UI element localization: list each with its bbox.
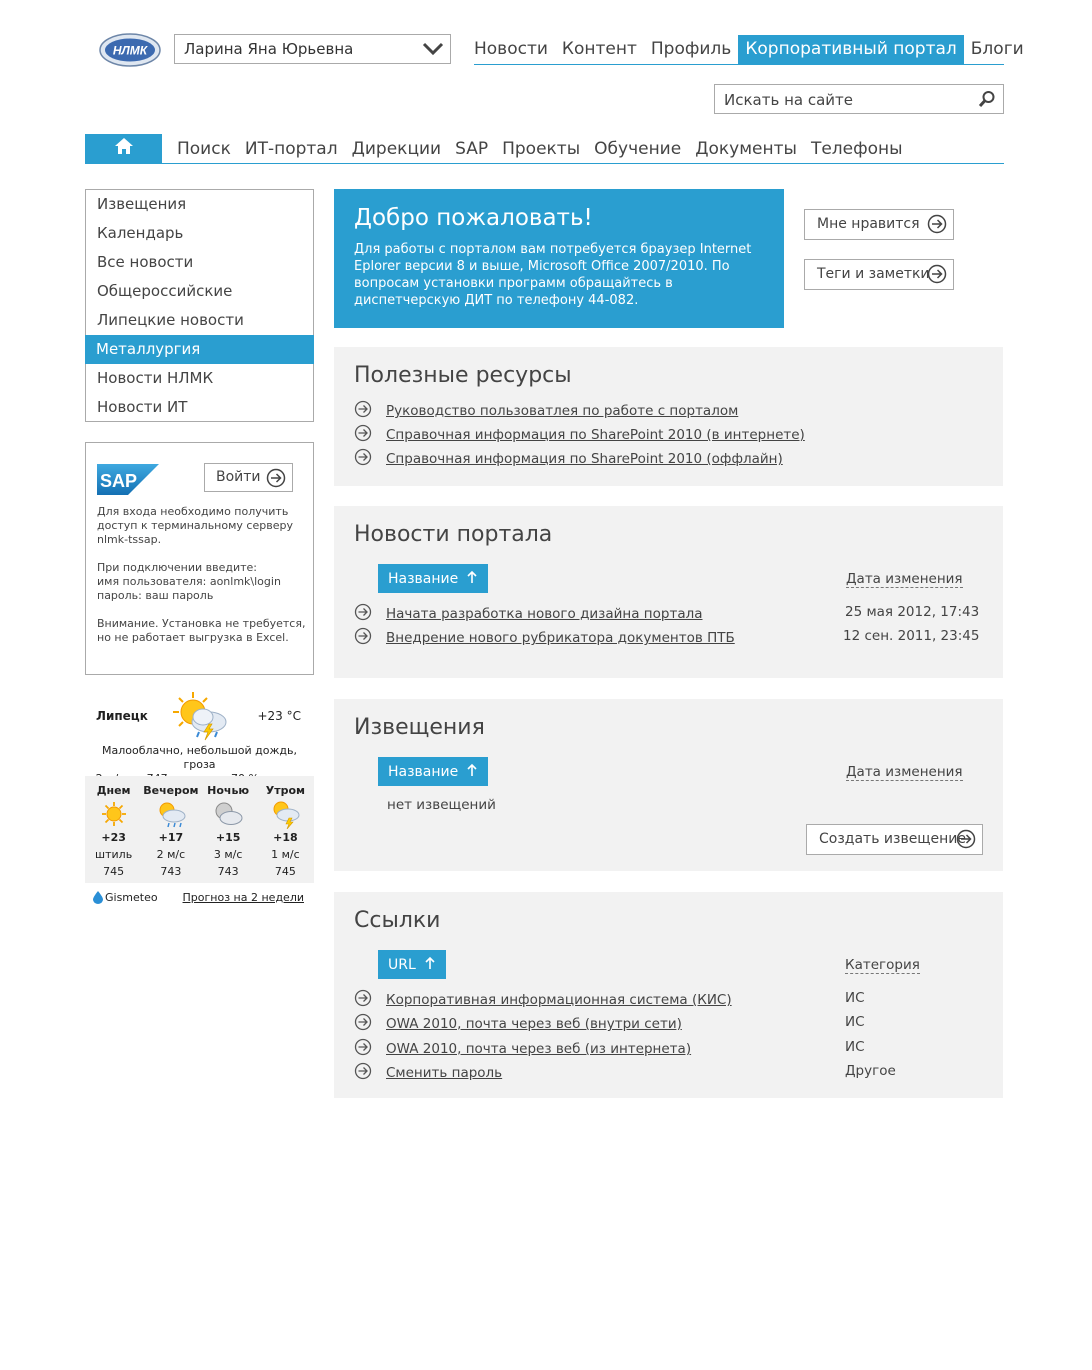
arrow-right-circle-icon (354, 1038, 372, 1060)
sort-by-name-button[interactable]: Название (378, 757, 488, 786)
forecast-link[interactable]: Прогноз на 2 недели (182, 891, 304, 904)
top-nav-content[interactable]: Контент (561, 39, 637, 59)
top-nav-corporate-portal[interactable]: Корпоративный портал (738, 35, 963, 64)
arrow-right-circle-icon (354, 424, 372, 446)
resource-link[interactable]: Справочная информация по SharePoint 2010 (в интернете) (386, 427, 805, 443)
sun-storm-icon (257, 799, 314, 829)
table-row (354, 1013, 682, 1035)
weather-period: Ночью +15 3 м/с 743 (200, 776, 257, 883)
top-nav-blogs[interactable]: Блоги (970, 39, 1024, 59)
notifications-panel (334, 699, 1003, 871)
arrow-right-circle-icon (354, 1062, 372, 1084)
link-category: ИС (845, 1039, 865, 1055)
moon-cloud-icon (200, 799, 257, 829)
search-input[interactable] (714, 84, 1004, 114)
chevron-down-icon (422, 40, 444, 62)
sort-by-url-button[interactable]: URL (378, 950, 446, 979)
home-button[interactable] (85, 134, 162, 163)
main-nav-directorates[interactable]: Дирекции (351, 139, 442, 159)
main-nav-training[interactable]: Обучение (594, 139, 682, 159)
like-button[interactable] (804, 209, 954, 240)
main-nav (85, 134, 1004, 164)
sidebar-item-calendar[interactable]: Календарь (97, 224, 184, 242)
sun-cloud-rain-icon (142, 799, 199, 829)
link-category: ИС (845, 1014, 865, 1030)
welcome-title: Добро пожаловать! (354, 205, 593, 231)
portal-news-panel (334, 506, 1003, 678)
main-nav-projects[interactable]: Проекты (502, 139, 581, 159)
sort-by-name-button[interactable]: Название (378, 564, 488, 593)
resource-link[interactable]: Руководство пользоватлея по работе с порталом (386, 403, 739, 419)
arrow-up-icon (424, 956, 436, 974)
notifications-title: Извещения (354, 715, 485, 740)
news-title: Новости портала (354, 522, 553, 547)
arrow-right-circle-icon (956, 829, 976, 853)
home-icon (114, 137, 134, 160)
arrow-right-circle-icon (354, 627, 372, 649)
weather-sun-storm-icon (171, 690, 231, 745)
create-notice-button[interactable]: Создать извещение (806, 824, 983, 855)
arrow-right-circle-icon (354, 989, 372, 1011)
sidebar-nav (85, 189, 314, 422)
top-nav-profile[interactable]: Профиль (650, 39, 732, 59)
search-icon[interactable] (978, 90, 996, 112)
sidebar-item-it-news[interactable]: Новости ИТ (97, 398, 188, 416)
arrow-right-circle-icon (927, 214, 947, 238)
sap-login-button[interactable] (204, 463, 293, 492)
news-date: 12 сен. 2011, 23:45 (843, 628, 980, 644)
sap-text-1: Для входа необходимо получить доступ к терминальному серверу nlmk-tssap. (97, 505, 293, 546)
weather-widget (85, 699, 314, 909)
tags-label: Теги и заметки (817, 266, 930, 282)
top-nav (474, 35, 1024, 65)
weather-period: Вечером +17 2 м/с 743 (143, 784, 199, 878)
arrow-up-icon (466, 763, 478, 781)
category-column-header[interactable]: Категория (845, 957, 920, 973)
table-row (354, 1062, 502, 1084)
arrow-up-icon (466, 570, 478, 588)
tags-notes-button[interactable] (804, 259, 954, 290)
weather-city: Липецк (96, 709, 148, 723)
sap-login-label: Войти (216, 469, 261, 485)
news-date: 25 мая 2012, 17:43 (845, 604, 980, 620)
empty-notifications-text: нет извещений (387, 797, 496, 813)
sap-text-3: Внимание. Установка не требуется, но не работает выгрузка в Excel. (97, 617, 306, 644)
link-category: Другое (845, 1063, 896, 1079)
resource-link[interactable]: Справочная информация по SharePoint 2010 (оффлайн) (386, 451, 783, 467)
sap-widget (85, 442, 314, 675)
welcome-banner (334, 189, 784, 328)
link-item[interactable]: Сменить пароль (386, 1065, 503, 1081)
like-label: Мне нравится (817, 216, 920, 232)
user-select[interactable] (174, 34, 451, 64)
arrow-right-circle-icon (354, 448, 372, 470)
arrow-right-circle-icon (266, 468, 286, 491)
sidebar-item-lipetsk-news[interactable]: Липецкие новости (97, 311, 244, 329)
weather-period: Днем +23 штиль 745 (85, 776, 142, 883)
weather-temp: +23 °C (257, 709, 301, 723)
arrow-right-circle-icon (354, 603, 372, 625)
search-placeholder: Искать на сайте (724, 91, 853, 109)
main-nav-sap[interactable]: SAP (455, 139, 489, 159)
user-name: Ларина Яна Юрьевна (184, 40, 354, 58)
news-link[interactable]: Начата разработка нового дизайна портала (386, 606, 703, 622)
links-panel (334, 892, 1003, 1098)
arrow-right-circle-icon (354, 400, 372, 422)
sun-icon (85, 799, 142, 829)
sidebar-item-notices[interactable]: Извещения (97, 195, 187, 213)
sap-logo-text: SAP (100, 471, 138, 491)
links-title: Ссылки (354, 908, 441, 933)
weather-period: Утром +18 1 м/с 745 (257, 776, 314, 883)
nlmk-logo[interactable] (99, 33, 161, 67)
sap-text-2: При подключении введите: имя пользователя: aonlmk\login пароль: ваш пароль (97, 561, 281, 602)
sidebar-item-national[interactable]: Общероссийские (97, 282, 233, 300)
sap-logo (97, 464, 159, 499)
link-item[interactable]: OWA 2010, почта через веб (внутри сети) (386, 1016, 682, 1032)
link-category: ИС (845, 990, 865, 1006)
list-item (354, 448, 783, 470)
date-column-header[interactable]: Дата изменения (846, 764, 963, 780)
weather-description: Малооблачно, небольшой дождь, гроза (102, 744, 297, 771)
date-column-header[interactable]: Дата изменения (846, 571, 963, 587)
gismeteo-brand[interactable]: Gismeteo (93, 891, 158, 904)
main-nav-search[interactable]: Поиск (177, 139, 231, 159)
list-item (354, 400, 738, 422)
sap-instructions (97, 505, 307, 659)
welcome-text: Для работы с порталом вам потребуется браузер Internet Eplorer версии 8 и выше, Microsoft Office 2007/2010. По вопросам установки программ обращайтесь в диспетчерскую ДИТ по телефону 44-082. (354, 242, 752, 308)
arrow-right-circle-icon (354, 1013, 372, 1035)
link-item[interactable]: Корпоративная информационная система (КИС) (386, 992, 732, 1008)
table-row (354, 989, 732, 1011)
main-nav-it-portal[interactable]: ИТ-портал (244, 139, 338, 159)
table-row (354, 627, 735, 649)
resources-panel (334, 347, 1003, 486)
resources-title: Полезные ресурсы (354, 363, 572, 388)
weather-forecast (85, 776, 314, 883)
main-nav-phones[interactable]: Телефоны (810, 139, 903, 159)
link-item[interactable]: OWA 2010, почта через веб (из интернета) (386, 1041, 692, 1057)
main-nav-documents[interactable]: Документы (695, 139, 797, 159)
sidebar-item-metallurgy[interactable]: Металлургия (85, 335, 314, 364)
arrow-right-circle-icon (927, 264, 947, 288)
sidebar-item-all-news[interactable]: Все новости (97, 253, 194, 271)
sidebar-item-nlmk-news[interactable]: Новости НЛМК (97, 369, 214, 387)
table-row (354, 1038, 691, 1060)
list-item (354, 424, 805, 446)
news-link[interactable]: Внедрение нового рубрикатора документов ПТБ (386, 630, 735, 646)
top-nav-news[interactable]: Новости (474, 39, 548, 59)
logo-text: НЛМК (112, 43, 148, 58)
table-row (354, 603, 703, 625)
